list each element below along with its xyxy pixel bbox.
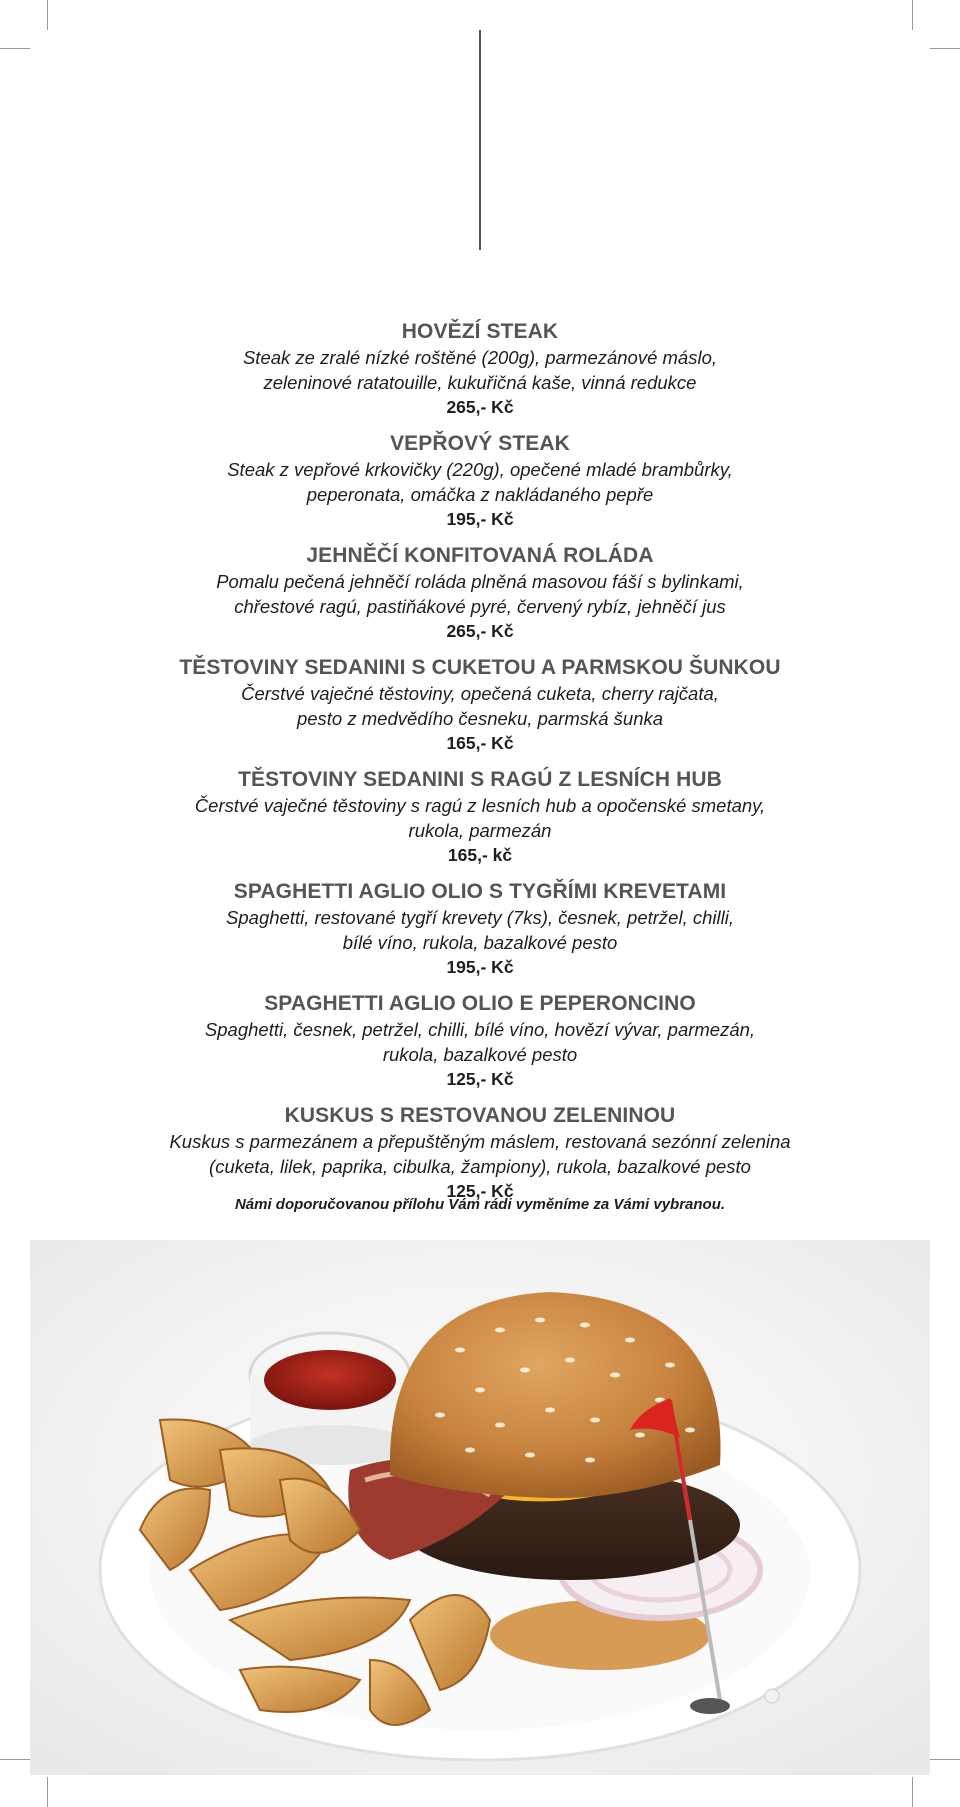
dish-price: 195,- Kč [446, 957, 514, 977]
dish-name: HOVĚZÍ STEAK [401, 320, 559, 343]
dish-description: Pomalu pečená jehněčí roláda plněná masovou fáší s bylinkami, [216, 571, 744, 592]
dish-name: SPAGHETTI AGLIO OLIO E PEPERONCINO [264, 992, 696, 1015]
crop-mark [912, 1777, 913, 1807]
menu-item [0, 990, 960, 1091]
side-dish-note: Námi doporučovanou přílohu Vám rádi vyměníme za Vámi vybranou. [234, 1196, 726, 1213]
dish-price: 165,- Kč [446, 733, 514, 753]
dish-description: chřestové ragú, pastiňákové pyré, červený rybíz, jehněčí jus [234, 596, 726, 617]
dish-description: rukola, bazalkové pesto [382, 1044, 578, 1065]
crop-mark [0, 48, 30, 49]
crop-mark [0, 1759, 30, 1760]
dish-description: zeleninové ratatouille, kukuřičná kaše, vinná redukce [263, 372, 697, 393]
dish-price: 195,- Kč [446, 509, 514, 529]
menu-item [0, 430, 960, 531]
dish-name: SPAGHETTI AGLIO OLIO S TYGŘÍMI KREVETAMI [233, 880, 727, 903]
dish-price: 265,- Kč [446, 397, 514, 417]
dish-description: (cuketa, lilek, paprika, cibulka, žampiony), rukola, bazalkové pesto [209, 1156, 751, 1177]
center-divider [479, 30, 481, 250]
dish-description: Čerstvé vaječné těstoviny s ragú z lesních hub a opočenské smetany, [194, 795, 766, 816]
dish-description: Steak ze zralé nízké roštěné (200g), parmezánové máslo, [242, 347, 718, 368]
dish-name: TĚSTOVINY SEDANINI S RAGÚ Z LESNÍCH HUB [238, 768, 722, 791]
burger-photo [30, 1240, 930, 1775]
dish-name: VEPŘOVÝ STEAK [390, 432, 570, 455]
dish-price: 265,- Kč [446, 621, 514, 641]
crop-mark [930, 48, 960, 49]
dish-description: Čerstvé vaječné těstoviny, opečená cuketa, cherry rajčata, [241, 683, 719, 704]
dish-name: TĚSTOVINY SEDANINI S CUKETOU A PARMSKOU ŠUNKOU [179, 656, 781, 679]
menu-item [0, 1102, 960, 1203]
dish-price: 125,- Kč [446, 1069, 514, 1089]
crop-mark [930, 1759, 960, 1760]
menu-list [0, 318, 960, 1214]
dish-name: KUSKUS S RESTOVANOU ZELENINOU [284, 1104, 676, 1127]
crop-mark [912, 0, 913, 30]
menu-item [0, 542, 960, 643]
menu-item [0, 878, 960, 979]
dish-description: rukola, parmezán [408, 820, 552, 841]
dish-description: bílé víno, rukola, bazalkové pesto [342, 932, 618, 953]
menu-item [0, 654, 960, 755]
dish-description: peperonata, omáčka z nakládaného pepře [306, 484, 654, 505]
crop-mark [47, 0, 48, 30]
crop-mark [47, 1777, 48, 1807]
dish-description: Spaghetti, restované tygří krevety (7ks), česnek, petržel, chilli, [226, 907, 734, 928]
dish-price: 125,- Kč [446, 1181, 514, 1201]
dish-description: pesto z medvědího česneku, parmská šunka [296, 708, 664, 729]
dish-description: Spaghetti, česnek, petržel, chilli, bílé víno, hovězí vývar, parmezán, [204, 1019, 756, 1040]
dish-price: 165,- kč [447, 845, 513, 865]
dish-description: Steak z vepřové krkovičky (220g), opečené mladé brambůrky, [227, 459, 733, 480]
dish-description: Kuskus s parmezánem a přepuštěným máslem, restovaná sezónní zelenina [169, 1131, 791, 1152]
menu-item [0, 318, 960, 419]
dish-name: JEHNĚČÍ KONFITOVANÁ ROLÁDA [306, 544, 654, 567]
menu-item [0, 766, 960, 867]
